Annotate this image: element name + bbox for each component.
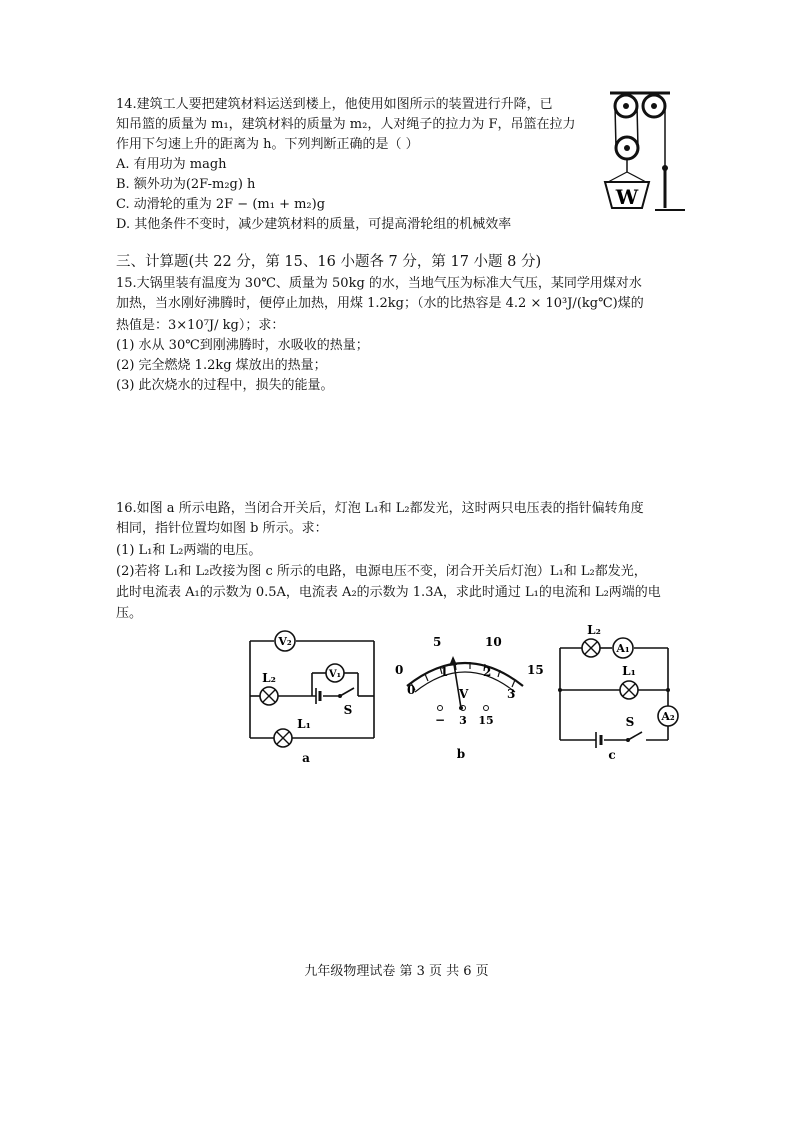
a1-label: A₁ xyxy=(616,642,630,655)
q16-line-1: 16.如图 a 所示电路，当闭合开关后，灯泡 L₁和 L₂都发光，这时两只电压表的指针偏转角度 xyxy=(116,501,644,516)
caption-b: b xyxy=(456,747,466,761)
pulley-label: W xyxy=(615,185,639,209)
switch-label-a: S xyxy=(343,703,353,717)
caption-a: a xyxy=(302,751,310,765)
circuit-figure-a xyxy=(240,628,380,768)
q16-line-5: 此时电流表 A₁的示数为 0.5A，电流表 A₂的示数为 1.3A，求此时通过 L₁的电流和 L₂两端的电 xyxy=(116,585,661,600)
q14-option-c: C. 动滑轮的重为 2F − (m₁ + m₂)g xyxy=(116,197,326,212)
q15-line-3: 热值是：3×10⁷J/ kg）；求： xyxy=(116,318,285,333)
lower-scale-2: 2 xyxy=(483,665,492,679)
voltmeter-figure-b xyxy=(385,628,545,768)
q15-line-6: (3) 此次烧水的过程中，损失的能量。 xyxy=(116,378,334,393)
q16-line-3: (1) L₁和 L₂两端的电压。 xyxy=(116,543,262,558)
q14-stem-line-3: 作用下匀速上升的距离为 h。下列判断正确的是（ ） xyxy=(116,137,419,152)
unit-v: V xyxy=(459,687,469,701)
upper-scale-0: 0 xyxy=(395,663,404,677)
q14-stem-line-1: 14.建筑工人要把建筑材料运送到楼上，他使用如图所示的装置进行升降，已 xyxy=(116,97,553,112)
q16-line-6: 压。 xyxy=(116,606,143,621)
caption-c: c xyxy=(608,748,616,762)
q15-line-1: 15.大锅里装有温度为 30℃、质量为 50kg 的水，当地气压为标准大气压，某同学用煤对水 xyxy=(116,276,642,291)
v1-label: V₁ xyxy=(328,669,342,680)
l1-label-a: L₁ xyxy=(297,717,311,731)
terminal-15: 15 xyxy=(478,714,494,727)
q16-line-2: 相同，指针位置均如图 b 所示。求： xyxy=(116,521,328,536)
q14-option-a: A. 有用功为 magh xyxy=(116,157,227,172)
lower-scale-0: 0 xyxy=(407,683,416,697)
section-3-title: 三、计算题(共 22 分，第 15、16 小题各 7 分，第 17 小题 8 分) xyxy=(116,254,542,270)
q14-option-d: D. 其他条件不变时，减少建筑材料的质量，可提高滑轮组的机械效率 xyxy=(116,217,512,232)
upper-scale-5: 5 xyxy=(433,635,442,649)
upper-scale-10: 10 xyxy=(485,635,502,649)
q15-line-2: 加热，当水刚好沸腾时，便停止加热，用煤 1.2kg；（水的比热容是 4.2 × 10³J/(kg℃)煤的 xyxy=(116,296,644,311)
lower-scale-1: 1 xyxy=(440,665,449,679)
q14-option-b: B. 额外功为(2F-m₂g) h xyxy=(116,177,256,192)
terminal-neg: − xyxy=(434,713,446,727)
upper-scale-15: 15 xyxy=(527,663,544,677)
q14-stem-line-2: 知吊篮的质量为 m₁，建筑材料的质量为 m₂，人对绳子的拉力为 F，吊篮在拉力 xyxy=(116,117,576,132)
terminal-3: 3 xyxy=(459,714,467,727)
a2-label: A₂ xyxy=(661,710,675,723)
q16-line-4: (2)若将 L₁和 L₂改接为图 c 所示的电路，电源电压不变，闭合开关后灯泡）L₁和 L₂都发光， xyxy=(116,564,647,579)
switch-label-c: S xyxy=(625,715,635,729)
l2-label-c: L₂ xyxy=(587,623,601,637)
lower-scale-3: 3 xyxy=(507,687,516,701)
circuit-figure-c xyxy=(550,618,685,763)
q15-line-5: (2) 完全燃烧 1.2kg 煤放出的热量； xyxy=(116,358,327,373)
q15-line-4: (1) 水从 30℃到刚沸腾时，水吸收的热量； xyxy=(116,338,369,353)
l1-label-c: L₁ xyxy=(622,664,636,678)
l2-label-a: L₂ xyxy=(262,671,276,685)
page-footer: 九年级物理试卷 第 3 页 共 6 页 xyxy=(304,964,489,979)
pulley-figure xyxy=(600,90,690,214)
v2-label: V₂ xyxy=(278,635,292,648)
